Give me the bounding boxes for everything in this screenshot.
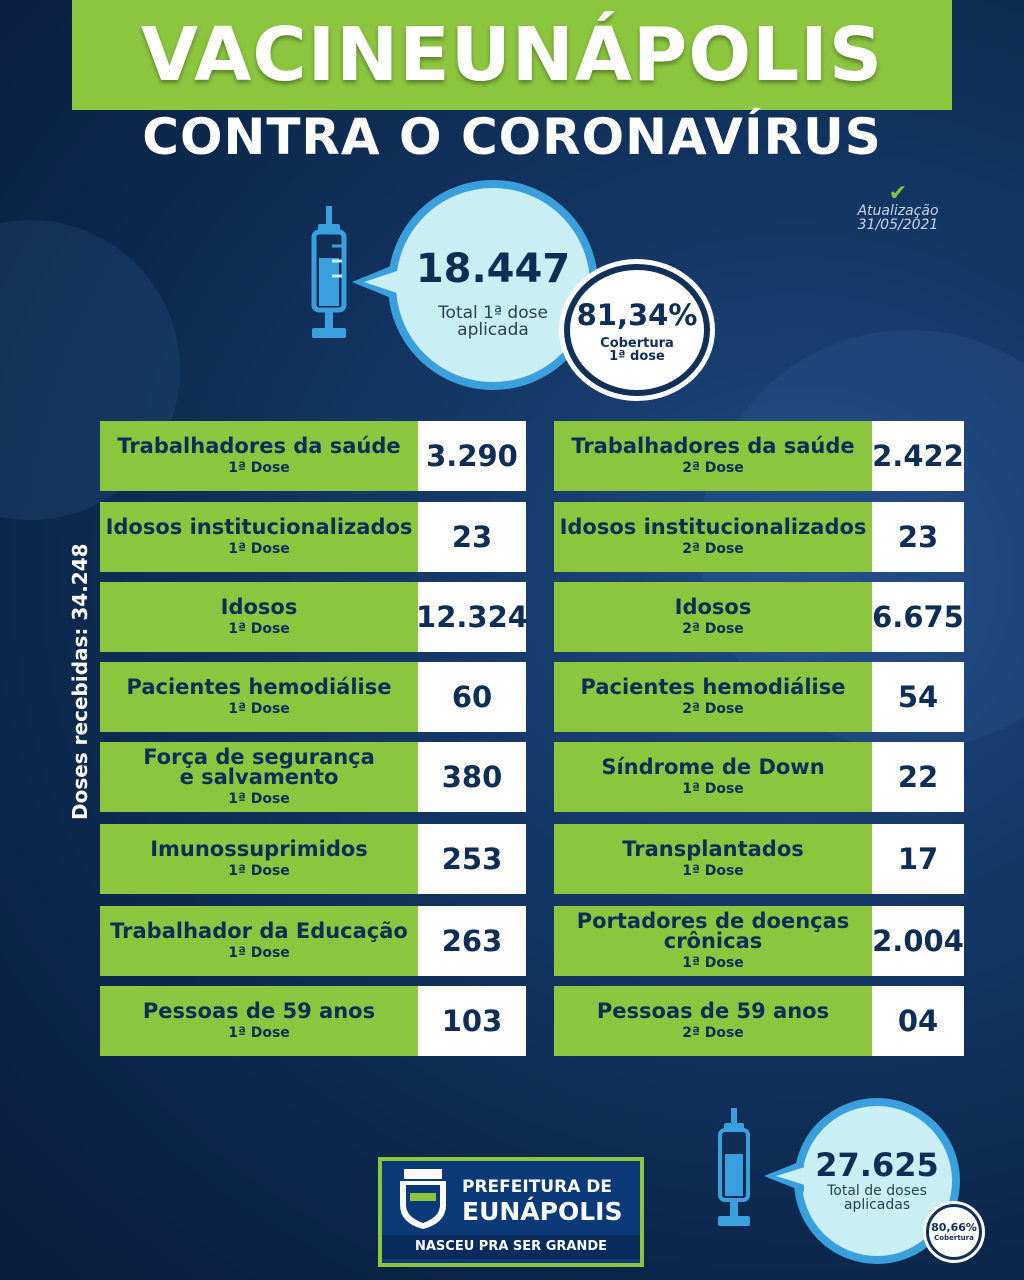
table-row <box>100 986 526 1056</box>
total-coverage-label: Cobertura <box>934 1234 974 1242</box>
row-label-cell <box>554 986 872 1056</box>
first-dose-label-1: Total 1ª dose <box>438 303 548 323</box>
row-dose: 1ª Dose <box>228 1025 290 1041</box>
row-label: Imunossuprimidos <box>150 837 368 861</box>
row-value: 103 <box>418 986 526 1056</box>
row-label: Pessoas de 59 anos <box>596 999 830 1023</box>
total-coverage-value: 80,66% <box>931 1221 977 1234</box>
total-doses-value: 27.625 <box>815 1146 939 1184</box>
table-row <box>554 986 964 1056</box>
row-label-cell <box>554 502 872 572</box>
table-row <box>554 582 964 652</box>
table-row <box>554 742 964 812</box>
row-label: Força de segurança <box>143 745 375 769</box>
table-row <box>554 421 964 491</box>
row-label-cell <box>100 421 418 491</box>
syringe-icon <box>306 206 352 346</box>
row-dose: 1ª Dose <box>228 863 290 879</box>
logo-line1: PREFEITURA DE <box>462 1177 613 1197</box>
row-value: 54 <box>872 662 964 732</box>
row-label-line2: e salvamento <box>179 765 339 789</box>
row-dose: 1ª Dose <box>682 781 744 797</box>
doses-received-label: Doses recebidas: 34.248 <box>68 543 92 820</box>
table-row <box>100 582 526 652</box>
row-label-cell <box>100 662 418 732</box>
table-row <box>100 824 526 894</box>
total-doses-label-1: Total de doses <box>827 1183 927 1199</box>
row-label-cell <box>100 906 418 976</box>
row-label: Transplantados <box>622 837 804 861</box>
row-label: Portadores de doenças <box>576 909 850 933</box>
coverage-label-2: 1ª dose <box>609 349 665 364</box>
row-dose: 1ª Dose <box>228 701 290 717</box>
page-title: VACINEUNÁPOLIS <box>140 12 884 98</box>
row-dose: 2ª Dose <box>682 621 744 637</box>
row-label: Trabalhadores da saúde <box>571 434 855 458</box>
row-label-cell <box>100 582 418 652</box>
table-row <box>100 502 526 572</box>
first-dose-total: 18.447 <box>415 246 571 292</box>
row-label-cell <box>554 824 872 894</box>
update-label: Atualização <box>857 203 939 219</box>
table-row <box>100 662 526 732</box>
row-value: 12.324 <box>418 582 526 652</box>
row-dose: 1ª Dose <box>228 621 290 637</box>
check-icon: ✔ <box>888 181 908 206</box>
first-dose-coverage <box>564 264 710 396</box>
bubble-tail <box>764 1158 808 1194</box>
table-row <box>100 742 526 812</box>
table-row <box>554 662 964 732</box>
row-value: 263 <box>418 906 526 976</box>
row-label: Trabalhador da Educação <box>110 919 408 943</box>
coverage-label-1: Cobertura <box>600 336 674 351</box>
table-row <box>554 502 964 572</box>
row-dose: 1ª Dose <box>682 863 744 879</box>
row-label-cell <box>554 906 872 976</box>
table-row <box>100 421 526 491</box>
row-label-cell <box>100 742 418 812</box>
coverage-value: 81,34% <box>576 298 698 332</box>
row-label: Idosos <box>220 595 298 619</box>
row-label-line2: crônicas <box>663 929 763 953</box>
bubble-tail <box>352 262 402 302</box>
row-value: 2.422 <box>872 421 964 491</box>
city-crest-icon <box>396 1167 450 1231</box>
update-date: 31/05/2021 <box>857 217 939 233</box>
row-value: 253 <box>418 824 526 894</box>
row-label-cell <box>100 824 418 894</box>
row-value: 23 <box>418 502 526 572</box>
row-value: 2.004 <box>872 906 964 976</box>
logo-line2: EUNÁPOLIS <box>462 1197 623 1226</box>
row-value: 22 <box>872 742 964 812</box>
row-dose: 2ª Dose <box>682 460 744 476</box>
row-label: Trabalhadores da saúde <box>117 434 401 458</box>
row-label: Idosos institucionalizados <box>105 515 413 539</box>
row-label: Idosos institucionalizados <box>559 515 867 539</box>
table-row <box>100 906 526 976</box>
title-banner <box>72 0 952 110</box>
row-label-cell <box>554 662 872 732</box>
row-dose: 2ª Dose <box>682 541 744 557</box>
row-dose: 1ª Dose <box>228 945 290 961</box>
prefeitura-logo <box>378 1157 644 1267</box>
row-value: 60 <box>418 662 526 732</box>
row-label: Síndrome de Down <box>601 755 825 779</box>
row-dose: 2ª Dose <box>682 701 744 717</box>
row-label-cell <box>554 421 872 491</box>
row-value: 380 <box>418 742 526 812</box>
row-dose: 1ª Dose <box>228 460 290 476</box>
first-dose-label-2: aplicada <box>457 320 529 340</box>
page-subtitle: CONTRA O CORONAVÍRUS <box>142 108 882 166</box>
syringe-icon <box>714 1108 754 1230</box>
row-label-cell <box>554 582 872 652</box>
logo-slogan: NASCEU PRA SER GRANDE <box>382 1235 640 1259</box>
row-label-cell <box>100 502 418 572</box>
row-dose: 1ª Dose <box>228 791 290 807</box>
row-label-cell <box>554 742 872 812</box>
table-row <box>554 824 964 894</box>
row-value: 23 <box>872 502 964 572</box>
row-label: Idosos <box>674 595 752 619</box>
row-dose: 1ª Dose <box>682 955 744 971</box>
row-value: 3.290 <box>418 421 526 491</box>
row-value: 17 <box>872 824 964 894</box>
total-doses-label-2: aplicadas <box>843 1197 911 1213</box>
table-row <box>554 906 964 976</box>
row-label: Pessoas de 59 anos <box>142 999 376 1023</box>
row-label: Pacientes hemodiálise <box>580 675 846 699</box>
update-info <box>848 181 948 233</box>
row-value: 6.675 <box>872 582 964 652</box>
total-coverage <box>926 1204 982 1260</box>
row-value: 04 <box>872 986 964 1056</box>
row-label-cell <box>100 986 418 1056</box>
row-dose: 2ª Dose <box>682 1025 744 1041</box>
row-dose: 1ª Dose <box>228 541 290 557</box>
row-label: Pacientes hemodiálise <box>126 675 392 699</box>
